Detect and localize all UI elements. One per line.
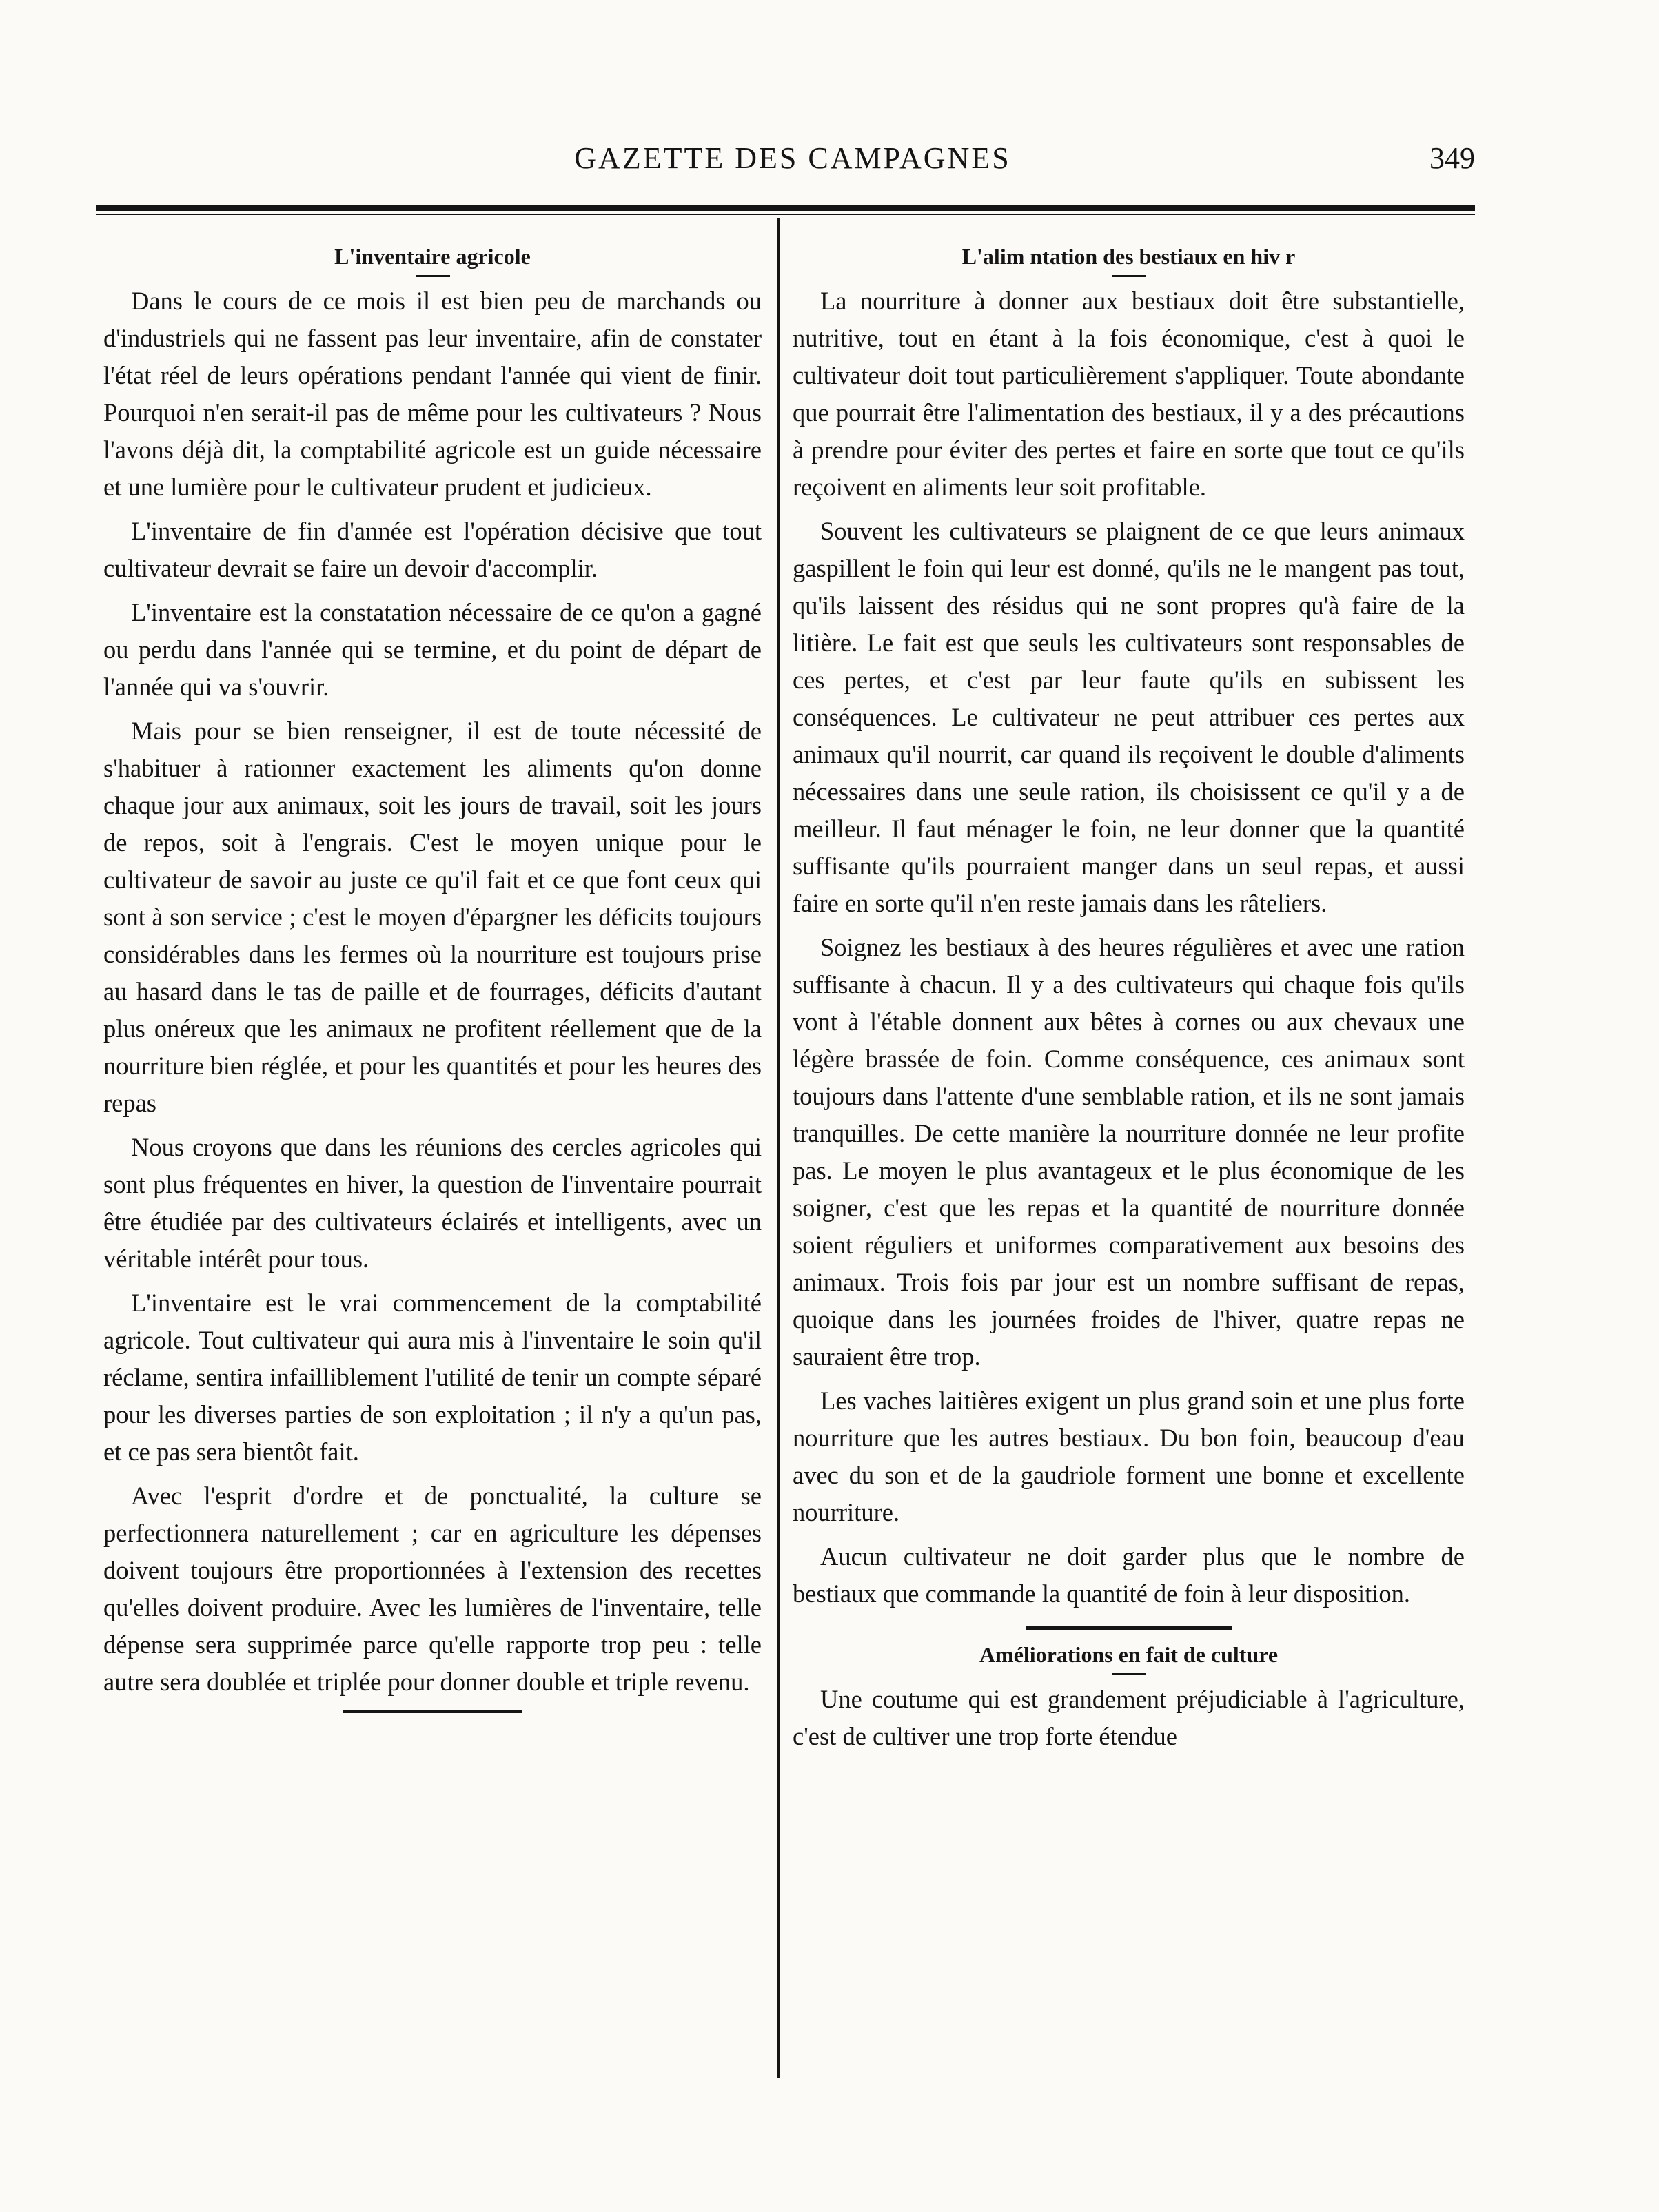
paragraph: La nourriture à donner aux bestiaux doit être substantielle, nutritive, tout en étant à la fois économique, c'est à quoi le cultivateur doit tout particulièrement s'appliquer. Toute abondante que pourrait être l'alimentation des bestiaux, il y a des précautions à prendre pour éviter des pertes et faire en sorte que tout ce qu'ils reçoivent en aliments leur soit profitable. [793,287,1465,501]
paragraph: Avec l'esprit d'ordre et de ponctualité, la culture se perfectionnera naturellement ; car en agriculture les dépenses doivent toujours être proportionnées à l'extension des recettes qu'elles doivent produire. Avec les lumières de l'inventaire, telle dépense sera supprimée parce qu'elle rapporte trop peu : telle autre sera doublée et triplée pour donner double et triple revenu. [103,1482,762,1696]
article-heading: L'alim ntation des bestiaux en hiv r [961,244,1296,269]
paragraph: Aucun cultivateur ne doit garder plus que le nombre de bestiaux que commande la quantité de foin à leur disposition. [793,1542,1465,1608]
paragraph: Les vaches laitières exigent un plus grand soin et une plus forte nourriture que les autres bestiaux. Du bon foin, beaucoup d'eau avec du son et de la gaudriole forment une bonne et excellente nourriture. [793,1386,1465,1526]
column-divider [777,218,780,2078]
header-rule [96,205,1475,211]
section-rule [1026,1626,1232,1630]
paragraph: Mais pour se bien renseigner, il est de toute nécessité de s'habituer à rationner exactement les aliments qu'on donne chaque jour aux animaux, soit les jours de travail, soit les jours de repos, soit à l'engrais. C'est le moyen unique pour le cultivateur de savoir au juste ce qu'il fait et ce que font ceux qui sont à son service ; c'est le moyen d'épargner les déficits toujours considérables dans les fermes où la nourriture est toujours prise au hasard dans le tas de paille et de fourrages, déficits d'autant plus onéreux que les animaux ne profitent réellement que de la nourriture bien réglée, et pour les quantités et pour les heures des repas [103,717,762,1117]
page-header [96,135,1489,190]
paragraph: Souvent les cultivateurs se plaignent de ce que leurs animaux gaspillent le foin qui leur est donné, qu'ils ne le mangent pas tout, qu'ils laissent des résidus qui ne sont propres qu'à faire de la litière. Le fait est que seuls les cultivateurs sont responsables de ces pertes, et c'est par leur faute qu'ils en subissent les conséquences. Le cultivateur ne peut attribuer ces pertes aux animaux qu'il nourrit, car quand ils reçoivent le double d'aliments nécessaires dans une seule ration, ils choisissent ce qu'il y a de meilleur. Il faut ménager le foin, ne leur donner que la quantité suffisante qu'ils pourraient manger dans un seul repas, et aussi faire en sorte qu'il n'en reste jamais dans les râteliers. [793,517,1465,917]
right-column [793,238,1465,1755]
publication-title: GAZETTE DES CAMPAGNES [574,141,1011,175]
left-column [103,238,762,1713]
page-number: 349 [1429,141,1475,175]
paragraph: Dans le cours de ce mois il est bien peu de marchands ou d'industriels qui ne fassent pas leur inventaire, afin de constater l'état réel de leurs opérations pendant l'année qui vient de finir. Pourquoi n'en serait-il pas de même pour les cultivateurs ? Nous l'avons déjà dit, la comptabilité agricole est un guide nécessaire et une lumière pour le cultivateur prudent et judicieux. [103,287,762,501]
article-body [793,1681,1465,1755]
header-rule-thin [96,214,1475,215]
article-end-rule [343,1710,522,1713]
paragraph: Une coutume qui est grandement préjudiciable à l'agriculture, c'est de cultiver une trop forte étendue [793,1685,1465,1750]
heading-dash [1112,275,1146,277]
paragraph: L'inventaire est la constatation nécessaire de ce qu'on a gagné ou perdu dans l'année qui se termine, et du point de départ de l'année qui va s'ouvrir. [103,598,762,701]
paragraph: L'inventaire est le vrai commencement de la comptabilité agricole. Tout cultivateur qui aura mis à l'inventaire le soin qu'il réclame, sentira infailliblement l'utilité de tenir un compte séparé pour les diverses parties de son exploitation ; il n'y a qu'un pas, et ce pas sera bientôt fait. [103,1289,762,1466]
article-heading: L'inventaire agricole [334,244,531,269]
heading-dash [1112,1673,1146,1675]
paragraph: Nous croyons que dans les réunions des cercles agricoles qui sont plus fréquentes en hiver, la question de l'inventaire pourrait être étudiée par des cultivateurs éclairés et intelligents, avec un véritable intérêt pour tous. [103,1133,762,1273]
paragraph: Soignez les bestiaux à des heures régulières et avec une ration suffisante à chacun. Il y a des cultivateurs qui chaque fois qu'ils vont à l'étable donnent aux bêtes à cornes ou aux chevaux une légère brassée de foin. Comme conséquence, ces animaux sont toujours dans l'attente d'une semblable ration, et ils ne sont jamais tranquilles. De cette manière la nourriture donnée ne leur profite pas. Le moyen le plus avantageux et le plus économique de les soigner, c'est que les repas et la quantité de nourriture donnée soient réguliers et uniformes comparativement aux besoins des animaux. Trois fois par jour est un nombre suffisant de repas, quoique dans les journées froides de l'hiver, quatre repas ne sauraient être trop. [793,933,1465,1371]
heading-dash [416,275,450,277]
paragraph: L'inventaire de fin d'année est l'opération décisive que tout cultivateur devrait se faire un devoir d'accomplir. [103,517,762,582]
article-heading: Améliorations en fait de culture [979,1642,1279,1667]
